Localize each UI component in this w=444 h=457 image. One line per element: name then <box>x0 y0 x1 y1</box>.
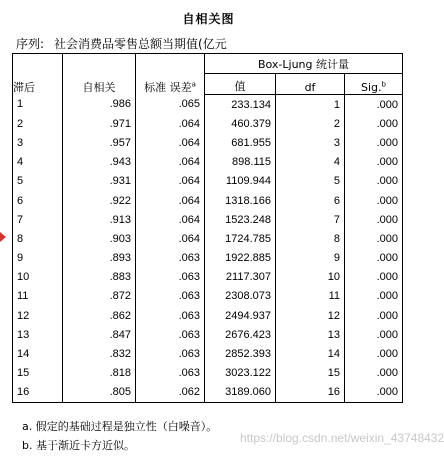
cell-value: 898.115 <box>205 153 276 172</box>
cell-autocorr: .883 <box>63 268 136 287</box>
cell-autocorr: .818 <box>63 364 136 383</box>
cell-value: 2676.423 <box>205 325 276 344</box>
cell-value: 3023.122 <box>205 364 276 383</box>
cell-autocorr: .872 <box>63 287 136 306</box>
cell-df: 9 <box>276 249 345 268</box>
cell-autocorr: .903 <box>63 229 136 248</box>
cell-lag: 15 <box>13 364 63 383</box>
series-line <box>16 35 227 52</box>
cell-value: 3189.060 <box>205 383 276 403</box>
header-std-err <box>136 54 205 95</box>
cell-sig: .000 <box>345 114 403 133</box>
cell-df: 6 <box>276 191 345 210</box>
cell-sig: .000 <box>345 249 403 268</box>
cell-lag: 2 <box>13 114 63 133</box>
cell-value: 2117.307 <box>205 268 276 287</box>
series-value: 社会消费品零售总额当期值(亿元 <box>54 37 227 51</box>
table-row <box>13 249 403 268</box>
cell-sig: .000 <box>345 364 403 383</box>
cell-lag: 3 <box>13 133 63 152</box>
cell-lag: 1 <box>13 95 63 115</box>
footnote-a: a. 假定的基础过程是独立性（白噪音）。 <box>22 420 218 433</box>
cell-std-err: .064 <box>136 210 205 229</box>
cell-sig: .000 <box>345 344 403 363</box>
cell-autocorr: .805 <box>63 383 136 403</box>
cell-std-err: .064 <box>136 153 205 172</box>
cell-value: 1109.944 <box>205 172 276 191</box>
cell-df: 1 <box>276 95 345 115</box>
cell-df: 5 <box>276 172 345 191</box>
cell-autocorr: .832 <box>63 344 136 363</box>
row-marker-arrow-icon <box>0 232 6 242</box>
footnote-b: b. 基于渐近卡方近似。 <box>22 439 135 452</box>
cell-std-err: .064 <box>136 229 205 248</box>
table-row <box>13 306 403 325</box>
table-row <box>13 364 403 383</box>
table-row <box>13 133 403 152</box>
table-row <box>13 229 403 248</box>
cell-autocorr: .847 <box>63 325 136 344</box>
cell-lag: 5 <box>13 172 63 191</box>
table-row <box>13 325 403 344</box>
cell-df: 7 <box>276 210 345 229</box>
cell-df: 16 <box>276 383 345 403</box>
cell-std-err: .064 <box>136 133 205 152</box>
cell-autocorr: .943 <box>63 153 136 172</box>
cell-lag: 12 <box>13 306 63 325</box>
cell-lag: 8 <box>13 229 63 248</box>
table-row <box>13 287 403 306</box>
cell-sig: .000 <box>345 383 403 403</box>
cell-sig: .000 <box>345 172 403 191</box>
table-row <box>13 172 403 191</box>
cell-std-err: .064 <box>136 191 205 210</box>
table-row <box>13 114 403 133</box>
table-row <box>13 210 403 229</box>
cell-df: 3 <box>276 133 345 152</box>
cell-lag: 16 <box>13 383 63 403</box>
cell-sig: .000 <box>345 287 403 306</box>
cell-autocorr: .862 <box>63 306 136 325</box>
header-autocorr: 自相关 <box>63 54 136 95</box>
cell-value: 460.379 <box>205 114 276 133</box>
table-row <box>13 95 403 115</box>
table-body <box>13 95 403 403</box>
header-box-ljung: Box-Ljung 统计量 <box>205 54 403 74</box>
cell-lag: 7 <box>13 210 63 229</box>
cell-std-err: .063 <box>136 325 205 344</box>
cell-std-err: .063 <box>136 364 205 383</box>
table-title: 自相关图 <box>182 12 235 26</box>
cell-sig: .000 <box>345 153 403 172</box>
cell-std-err: .063 <box>136 306 205 325</box>
cell-autocorr: .922 <box>63 191 136 210</box>
cell-value: 1922.885 <box>205 249 276 268</box>
cell-lag: 4 <box>13 153 63 172</box>
header-std-err-sup: a <box>191 79 196 88</box>
cell-sig: .000 <box>345 133 403 152</box>
cell-lag: 9 <box>13 249 63 268</box>
cell-autocorr: .986 <box>63 95 136 115</box>
cell-value: 1318.166 <box>205 191 276 210</box>
cell-df: 12 <box>276 306 345 325</box>
series-label: 序列: <box>16 37 45 51</box>
cell-value: 1523.248 <box>205 210 276 229</box>
cell-std-err: .063 <box>136 344 205 363</box>
cell-sig: .000 <box>345 306 403 325</box>
cell-std-err: .063 <box>136 249 205 268</box>
cell-std-err: .065 <box>136 95 205 115</box>
cell-autocorr: .931 <box>63 172 136 191</box>
cell-value: 1724.785 <box>205 229 276 248</box>
header-df: df <box>276 74 345 95</box>
table-row <box>13 383 403 403</box>
header-value: 值 <box>205 74 276 95</box>
cell-value: 2308.073 <box>205 287 276 306</box>
cell-df: 10 <box>276 268 345 287</box>
cell-df: 14 <box>276 344 345 363</box>
header-sig-label: Sig. <box>361 81 382 94</box>
cell-sig: .000 <box>345 210 403 229</box>
table-row <box>13 153 403 172</box>
header-std-err-label: 标准 误差 <box>144 80 192 94</box>
cell-value: 233.134 <box>205 95 276 115</box>
cell-lag: 6 <box>13 191 63 210</box>
table-row <box>13 344 403 363</box>
cell-autocorr: .957 <box>63 133 136 152</box>
cell-df: 4 <box>276 153 345 172</box>
table-row <box>13 268 403 287</box>
cell-lag: 10 <box>13 268 63 287</box>
cell-autocorr: .971 <box>63 114 136 133</box>
cell-std-err: .064 <box>136 114 205 133</box>
cell-std-err: .063 <box>136 268 205 287</box>
cell-df: 15 <box>276 364 345 383</box>
header-sig-sup: b <box>381 80 386 89</box>
cell-std-err: .062 <box>136 383 205 403</box>
cell-df: 8 <box>276 229 345 248</box>
cell-std-err: .063 <box>136 287 205 306</box>
cell-autocorr: .913 <box>63 210 136 229</box>
cell-sig: .000 <box>345 268 403 287</box>
header-sig <box>345 74 403 95</box>
cell-df: 13 <box>276 325 345 344</box>
cell-df: 2 <box>276 114 345 133</box>
cell-sig: .000 <box>345 191 403 210</box>
cell-sig: .000 <box>345 325 403 344</box>
cell-std-err: .064 <box>136 172 205 191</box>
cell-autocorr: .893 <box>63 249 136 268</box>
cell-sig: .000 <box>345 95 403 115</box>
header-lag: 滞后 <box>13 54 63 95</box>
cell-df: 11 <box>276 287 345 306</box>
cell-value: 2852.393 <box>205 344 276 363</box>
autocorrelation-table <box>12 53 403 403</box>
table-row <box>13 191 403 210</box>
cell-lag: 14 <box>13 344 63 363</box>
cell-value: 681.955 <box>205 133 276 152</box>
cell-lag: 13 <box>13 325 63 344</box>
watermark: https://blog.csdn.net/weixin_43748432 <box>240 431 444 445</box>
cell-value: 2494.937 <box>205 306 276 325</box>
cell-sig: .000 <box>345 229 403 248</box>
cell-lag: 11 <box>13 287 63 306</box>
